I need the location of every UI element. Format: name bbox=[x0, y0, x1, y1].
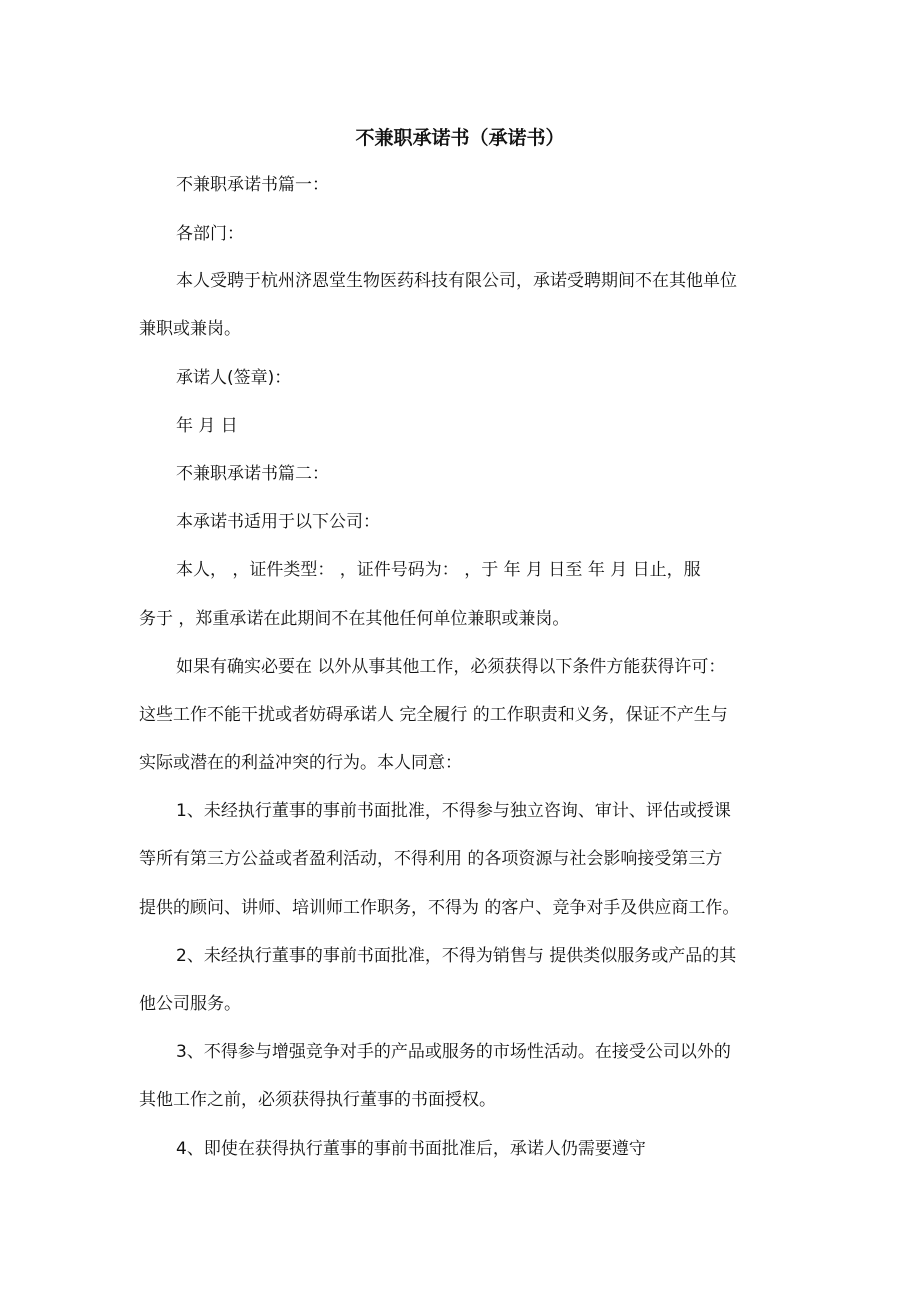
list-item-1-line: 等所有第三方公益或者盈利活动，不得利用 的各项资源与社会影响接受第三方 bbox=[139, 849, 723, 869]
list-item-1-line: 提供的顾问、讲师、培训师工作职务，不得为 的客户、竞争对手及供应商工作。 bbox=[139, 898, 740, 918]
signature-line: 承诺人(签章)： bbox=[176, 368, 292, 388]
salutation: 各部门： bbox=[176, 224, 244, 244]
document-title: 不兼职承诺书（承诺书） bbox=[355, 127, 565, 149]
list-item-2-line: 他公司服务。 bbox=[139, 994, 241, 1014]
paragraph-line: 如果有确实必要在 以外从事其他工作，必须获得以下条件方能获得许可： bbox=[176, 657, 726, 677]
list-item-3-line: 3、不得参与增强竞争对手的产品或服务的市场性活动。在接受公司以外的 bbox=[176, 1042, 731, 1062]
list-item-2-line: 2、未经执行董事的事前书面批准，不得为销售与 提供类似服务或产品的其 bbox=[176, 946, 737, 966]
section-heading-part-two: 不兼职承诺书篇二： bbox=[176, 464, 329, 484]
paragraph-line: 这些工作不能干扰或者妨碍承诺人 完全履行 的工作职责和义务，保证不产生与 bbox=[139, 705, 728, 725]
paragraph-line: 兼职或兼岗。 bbox=[139, 319, 241, 339]
paragraph-line: 实际或潜在的利益冲突的行为。本人同意： bbox=[139, 753, 462, 773]
list-item-3-line: 其他工作之前，必须获得执行董事的书面授权。 bbox=[139, 1090, 496, 1110]
list-item-1-line: 1、未经执行董事的事前书面批准，不得参与独立咨询、审计、评估或授课 bbox=[176, 801, 731, 821]
paragraph-line: 本承诺书适用于以下公司： bbox=[176, 512, 380, 532]
paragraph-line: 本人受聘于杭州济恩堂生物医药科技有限公司，承诺受聘期间不在其他单位 bbox=[176, 271, 737, 291]
paragraph-line: 本人， ，证件类型： ，证件号码为： ，于 年 月 日至 年 月 日止，服 bbox=[176, 560, 701, 580]
list-item-4-line: 4、即使在获得执行董事的事前书面批准后，承诺人仍需要遵守 bbox=[176, 1139, 646, 1159]
date-line: 年 月 日 bbox=[176, 416, 238, 436]
paragraph-line: 务于 ，郑重承诺在此期间不在其他任何单位兼职或兼岗。 bbox=[139, 609, 570, 629]
section-heading-part-one: 不兼职承诺书篇一： bbox=[176, 175, 329, 195]
